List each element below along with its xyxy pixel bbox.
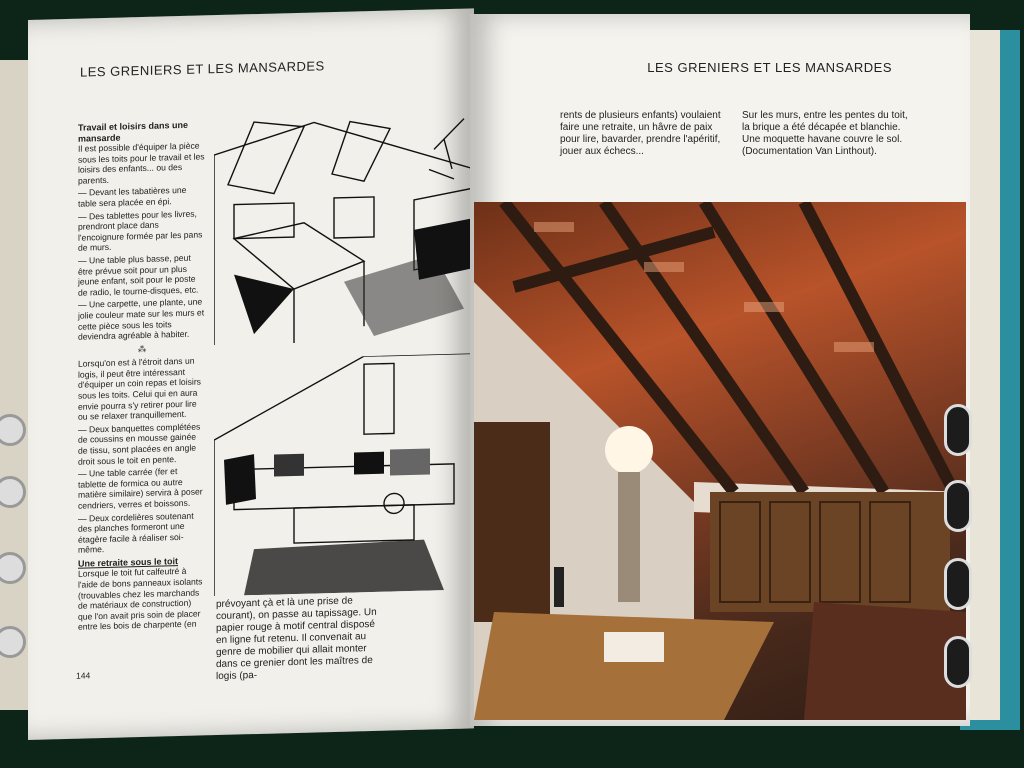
section-title-retraite: Une retraite sous le toit: [78, 556, 179, 569]
section-title-travail: Travail et loisirs dans une mansarde: [78, 119, 189, 144]
paragraph: — Deux cordelières soutenant des planches formeront une étagère facile à réaliser soi-même.: [78, 510, 194, 556]
continued-text: prévoyant çà et là une prise de courant), on passe au tapissage. Un papier rouge à motif central disposé en ligne fut retenu. Il convenait au genre de mobilier qui allait monter dans ce grenier dont les maîtres de logis (pa-: [216, 595, 377, 683]
paragraph: — Des tablettes pour les livres, prendront place dans l'encoignure formée par les pans de murs.: [78, 208, 203, 254]
binder-ring: [944, 404, 972, 456]
illustration-workroom: [214, 108, 472, 345]
paragraph: — Une table carrée (fer et tablette de formica ou autre matière similaire) servira à poser cendriers, verres et boissons.: [78, 466, 203, 511]
paragraph: — Devant les tabatières une table sera placée en épi.: [78, 185, 187, 209]
left-page: [28, 8, 474, 740]
paragraph: Lorsque le toit fut calfeutré à l'aide de bons panneaux isolants (trouvables chez les marchands de matériaux de construction) que l'on avait pris soin de placer entre les bois de charpente (en: [78, 566, 203, 633]
paragraph: — Une carpette, une plante, une jolie couleur mate sur les murs et cette pièce sous les toits deviendra agréable à habiter.: [78, 296, 205, 342]
binder-ring: [944, 636, 972, 688]
paragraph: — Deux banquettes complétées de coussins en mousse gainée de tissu, sont placées en angle droit sous le toit en pente.: [78, 421, 201, 467]
binder-ring: [944, 558, 972, 610]
left-text-column: [78, 119, 206, 634]
attic-room-photo: [474, 202, 966, 720]
left-page-header: LES GRENIERS ET LES MANSARDES: [80, 58, 325, 80]
page-stack-right: [968, 30, 1000, 720]
separator: ⁂: [137, 343, 147, 354]
photo-caption-column-2: Sur les murs, entre les pentes du toit, la brique a été décapée et blanchie. Une moquette havane couvre le sol. (Documentation Van Linthout).: [742, 110, 908, 157]
page-number: 144: [76, 670, 91, 681]
right-page-header: LES GRENIERS ET LES MANSARDES: [647, 60, 892, 75]
binder-ring: [944, 480, 972, 532]
photo-caption-column-1: rents de plusieurs enfants) voulaient faire une retraite, un hâvre de paix pour lire, bavarder, prendre l'apéritif, jouer aux échecs...: [560, 110, 721, 157]
photo-scene: [474, 202, 966, 720]
paragraph: Lorsqu'on est à l'étroit dans un logis, il peut être intéressant d'équiper un coin repas et loisirs sous les toits. Celui qui en aura envie pourra s'y retirer pour lire ou se relaxer tranquillement.: [78, 355, 201, 422]
paragraph: Il est possible d'équiper la pièce sous les toits pour le travail et les loisirs des enfants... ou des parents.: [78, 140, 205, 186]
illustration-lounge: [214, 353, 472, 596]
paragraph: — Une table plus basse, peut être prévue soit pour un plus jeune enfant, soit pour le poste de radio, le tourne-disques, etc.: [78, 252, 199, 298]
